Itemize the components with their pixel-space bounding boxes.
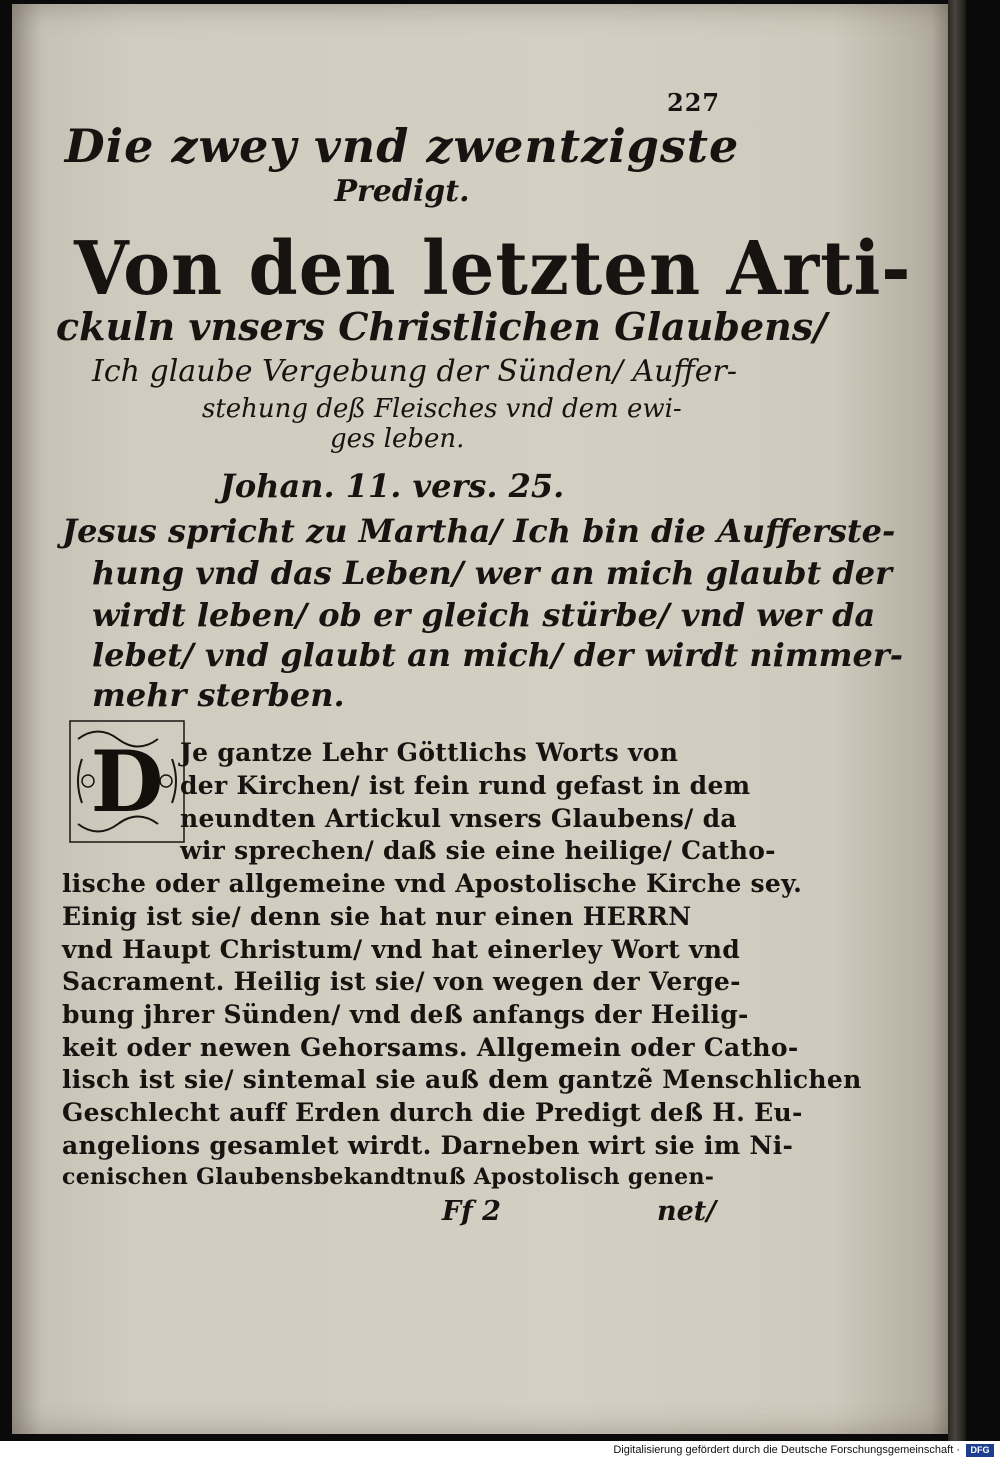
body-line: Sacrament. Heilig ist sie/ von wegen der Verge- (62, 967, 741, 996)
body-line: lisch ist sie/ sintemal sie auß dem gantzẽ Menschlichen (62, 1065, 862, 1094)
quote-line: lebet/ vnd glaubt an mich/ der wirdt nimmer- (92, 636, 904, 674)
body-line: neundten Artickul vnsers Glaubens/ da (180, 804, 737, 833)
body-line: angelions gesamlet wirdt. Darneben wirt sie im Ni- (62, 1131, 794, 1160)
body-line: keit oder newen Gehorsams. Allgemein oder Catho- (62, 1033, 799, 1062)
signature-mark: Ff 2 (442, 1196, 501, 1227)
subtitle-line: Ich glaube Vergebung der Sünden/ Auffer- (92, 354, 737, 389)
body-line: Einig ist sie/ denn sie hat nur einen HERRN (62, 902, 692, 931)
subtitle-line: ckuln vnsers Christlichen Glaubens/ (56, 304, 828, 349)
body-line: bung jhrer Sünden/ vnd deß anfangs der Heilig- (62, 1000, 749, 1029)
quote-line: hung vnd das Leben/ wer an mich glaubt der (92, 554, 893, 592)
subtitle-line: stehung deß Fleisches vnd dem ewi- (202, 394, 682, 424)
page-number: 227 (667, 88, 721, 117)
scripture-reference: Johan. 11. vers. 25. (219, 467, 565, 505)
funding-notice: Digitalisierung gefördert durch die Deutsche Forschungsgemeinschaft · (613, 1444, 960, 1456)
footer-bar (0, 1441, 1000, 1461)
body-line: Geschlecht auff Erden durch die Predigt deß H. Eu- (62, 1098, 803, 1127)
drop-cap-letter: D (90, 732, 164, 831)
body-line: wir sprechen/ daß sie eine heilige/ Catho- (180, 836, 776, 865)
body-line: cenischen Glaubensbekandtnuß Apostolisch genen- (62, 1164, 715, 1190)
body-line: der Kirchen/ ist fein rund gefast in dem (180, 771, 751, 800)
sermon-title: Von den letzten Arti- (74, 226, 912, 312)
book-page (12, 4, 954, 1434)
body-line: lische oder allgemeine vnd Apostolische Kirche sey. (62, 869, 803, 898)
quote-line: mehr sterben. (92, 676, 345, 714)
dfg-logo: DFG (966, 1444, 994, 1457)
subtitle-line: ges leben. (330, 424, 465, 454)
ornamental-initial (68, 719, 186, 844)
book-gutter (948, 0, 966, 1441)
catchword: net/ (657, 1196, 717, 1227)
body-line: vnd Haupt Christum/ vnd hat einerley Wort vnd (62, 935, 741, 964)
quote-line: wirdt leben/ ob er gleich stürbe/ vnd wer da (92, 596, 876, 634)
quote-line: Jesus spricht zu Martha/ Ich bin die Aufferste- (62, 512, 896, 550)
sermon-heading-predigt: Predigt. (334, 174, 470, 209)
body-line: Je gantze Lehr Göttlichs Worts von (180, 738, 679, 767)
sermon-heading: Die zwey vnd zwentzigste (64, 119, 740, 173)
